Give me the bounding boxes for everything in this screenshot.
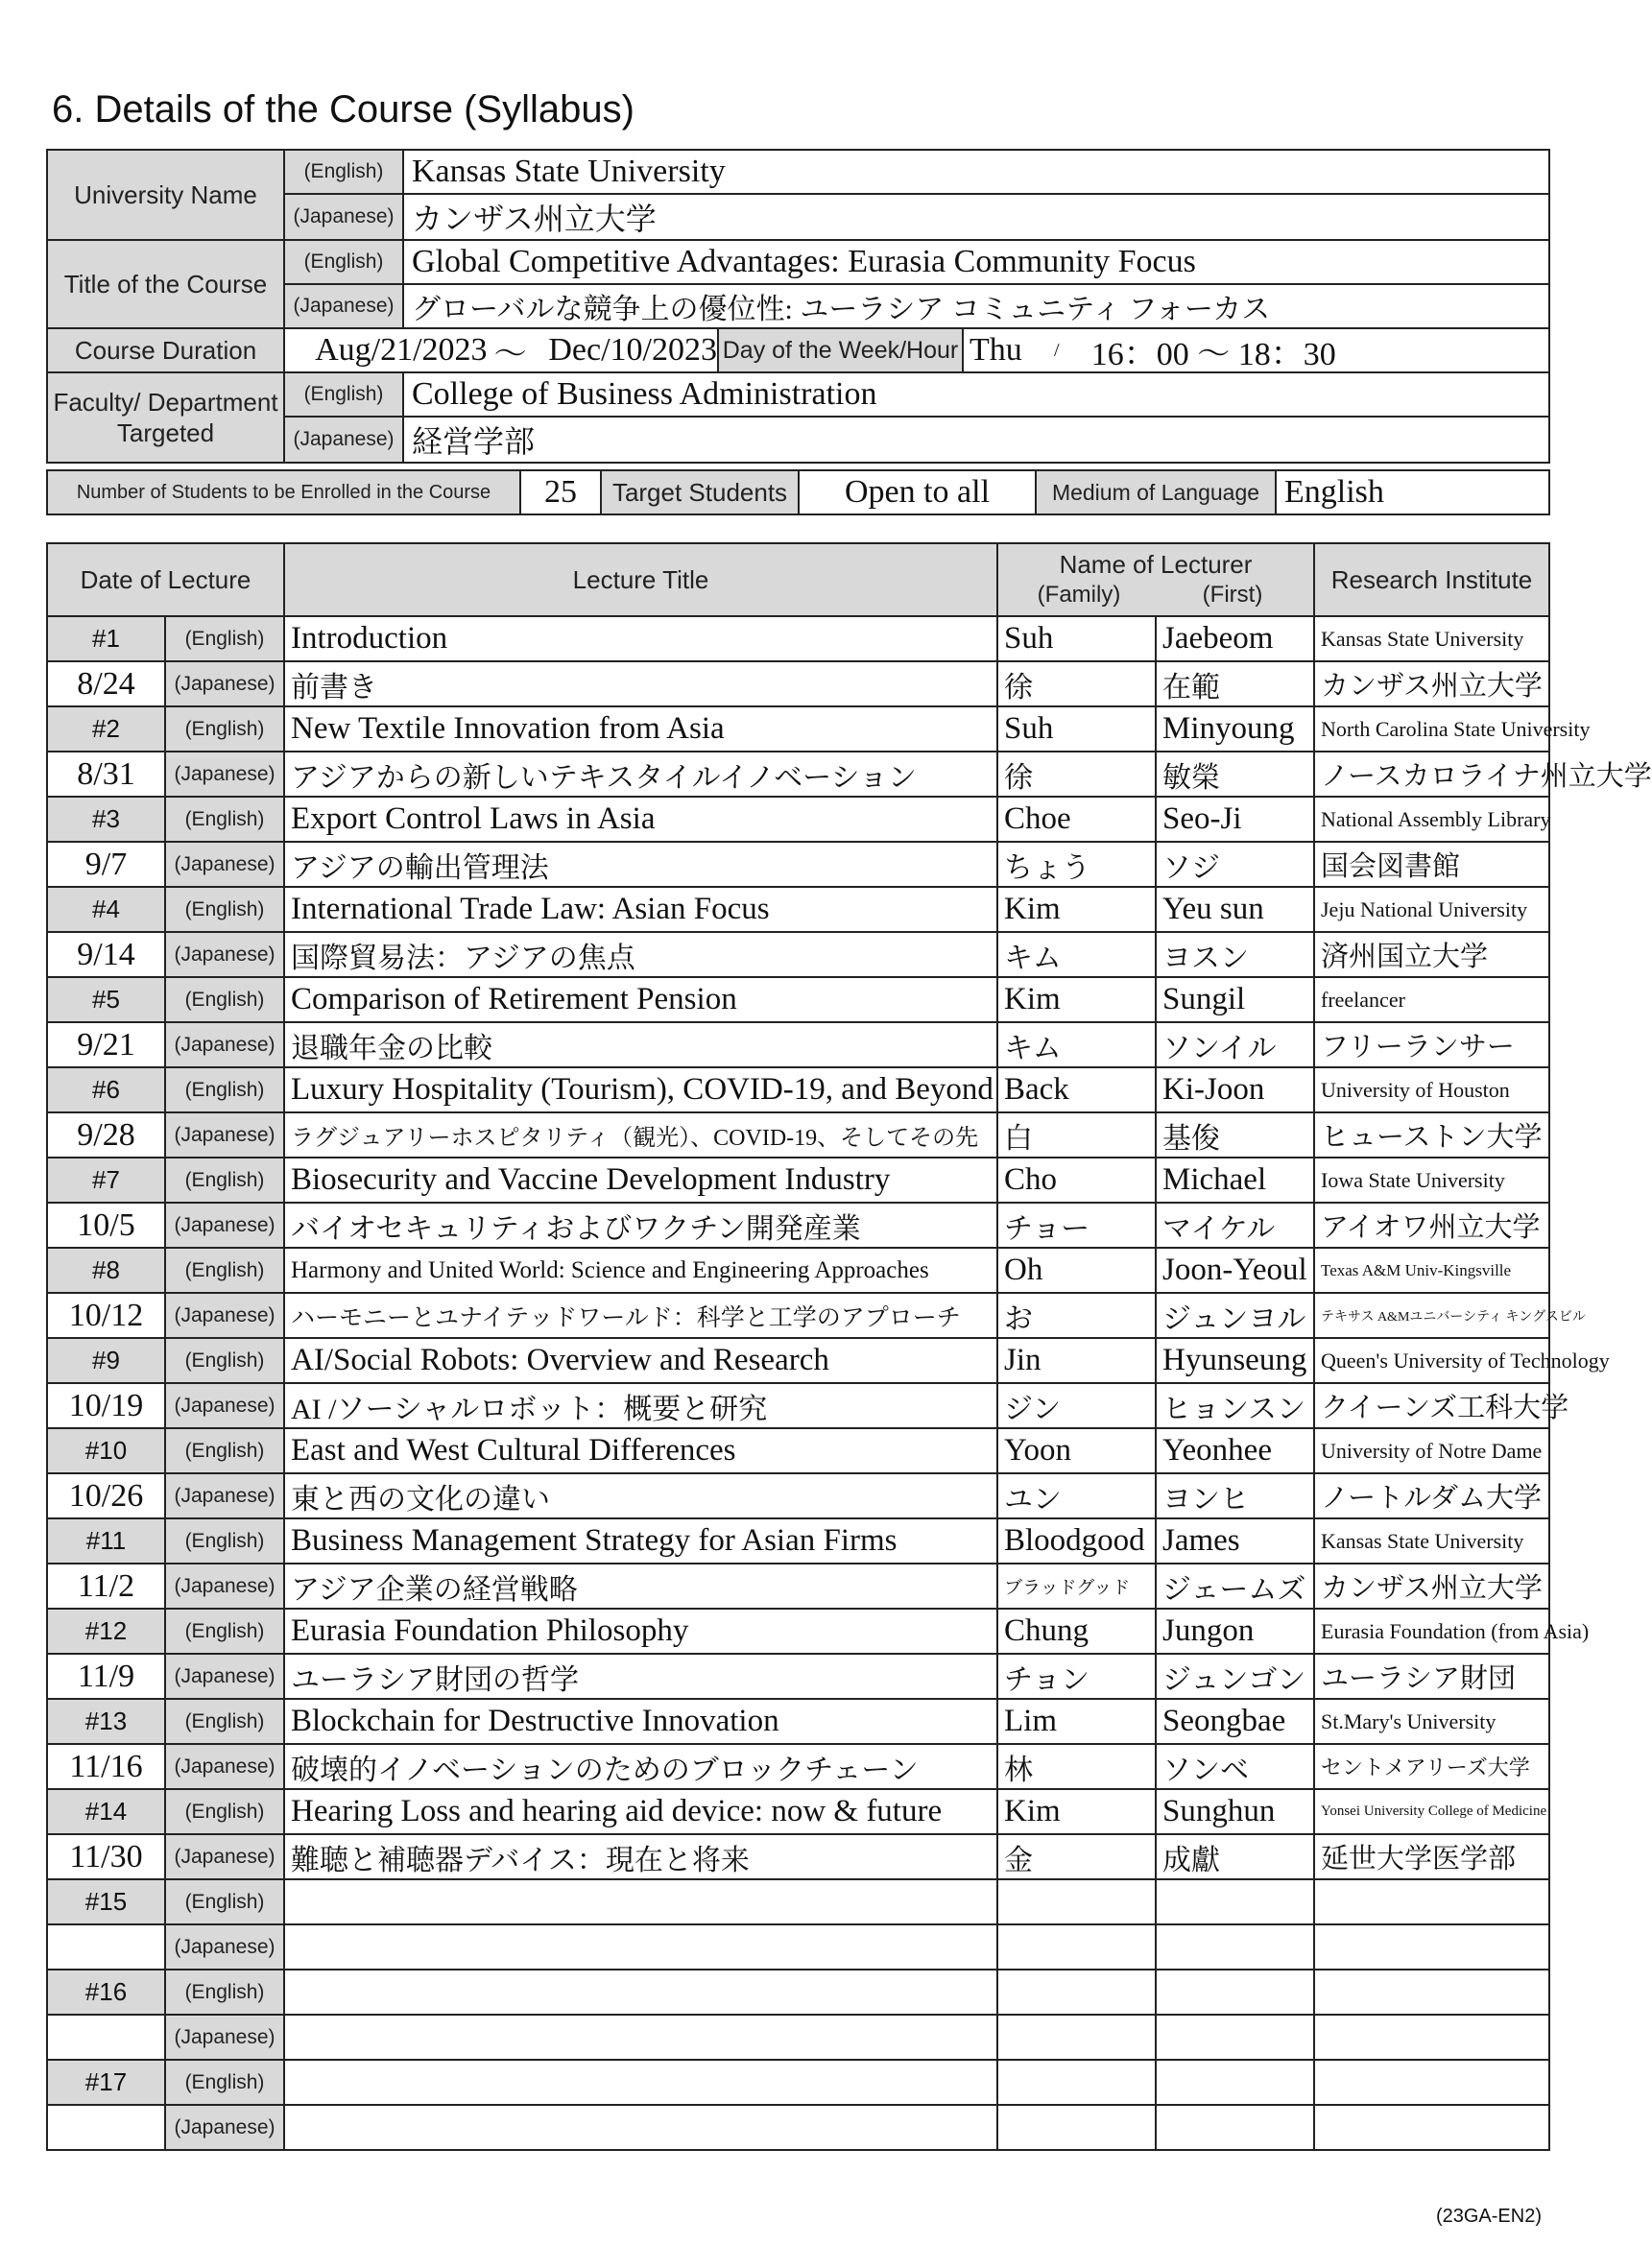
institute-jp: ヒューストン大学 <box>1314 1112 1549 1158</box>
lang-jp-label: (Japanese) <box>165 932 284 977</box>
lecturer-family-en: Yoon <box>997 1428 1156 1473</box>
day-slash: / <box>1054 339 1060 361</box>
lang-jp-label: (Japanese) <box>165 1744 284 1789</box>
course-info-table <box>46 149 1550 464</box>
lecture-row-en <box>47 1067 1549 1112</box>
lang-jp-label: (Japanese) <box>165 1112 284 1158</box>
lecture-title-jp: 破壊的イノベーションのためのブロックチェーン <box>284 1744 997 1789</box>
institute-jp: テキサス A&Mユニバーシティ キングスビル <box>1314 1293 1549 1338</box>
lecture-row-en <box>47 1789 1549 1834</box>
end-date: Dec/10/2023 <box>548 332 717 368</box>
lang-en-label: (English) <box>165 1609 284 1654</box>
lecture-row-en <box>47 616 1549 661</box>
institute-en: Eurasia Foundation (from Asia) <box>1314 1609 1549 1654</box>
lang-en-label: (English) <box>165 1158 284 1203</box>
lecturer-first-en: Yeonhee <box>1156 1428 1314 1473</box>
lecture-title-en: Biosecurity and Vaccine Development Industry <box>284 1158 997 1203</box>
lecturer-family-en: Cho <box>997 1158 1156 1203</box>
institute-jp <box>1314 2015 1549 2060</box>
lecture-title-jp: 国際貿易法：アジアの焦点 <box>284 932 997 977</box>
lecture-title-en: Export Control Laws in Asia <box>284 797 997 842</box>
lecture-row-jp <box>47 1112 1549 1158</box>
lang-jp-label: (Japanese) <box>165 1654 284 1699</box>
lecture-title-jp: ラグジュアリーホスピタリティ（観光）、COVID-19、そしてその先 <box>284 1112 997 1158</box>
lecturer-name-label: Name of Lecturer <box>1059 550 1253 579</box>
lecturer-family-jp: キム <box>997 932 1156 977</box>
day-hour-label: Day of the Week/Hour <box>718 328 963 372</box>
institute-en: National Assembly Library <box>1314 797 1549 842</box>
day-hour-value <box>963 328 1549 372</box>
lecturer-first-en: Joon-Yeoul <box>1156 1248 1314 1293</box>
lecturer-first-jp: 成獻 <box>1156 1834 1314 1879</box>
lecturer-first-en: Seo-Ji <box>1156 797 1314 842</box>
lecture-date: 11/2 <box>47 1564 165 1609</box>
lang-jp-label: (Japanese) <box>165 661 284 706</box>
lecture-title-jp <box>284 2015 997 2060</box>
lecturer-family-jp <box>997 1924 1156 1970</box>
lecturer-first-en: Yeu sun <box>1156 887 1314 932</box>
lecturer-family-en: Oh <box>997 1248 1156 1293</box>
language-value: English <box>1276 470 1549 514</box>
lang-jp-label: (Japanese) <box>284 194 403 240</box>
lecture-title-header: Lecture Title <box>284 543 997 616</box>
lecture-date: 11/16 <box>47 1744 165 1789</box>
start-date: Aug/21/2023 <box>315 332 488 368</box>
lang-en-label: (English) <box>165 1518 284 1564</box>
lecture-date: 9/28 <box>47 1112 165 1158</box>
lecturer-family-jp: お <box>997 1293 1156 1338</box>
research-institute-header: Research Institute <box>1314 543 1549 616</box>
lecture-date: 11/30 <box>47 1834 165 1879</box>
lecturer-first-jp: ヨンヒ <box>1156 1473 1314 1518</box>
institute-en: University of Notre Dame <box>1314 1428 1549 1473</box>
lecture-row-jp <box>47 661 1549 706</box>
lang-en-label: (English) <box>284 372 403 417</box>
lecture-title-jp: アジアの輸出管理法 <box>284 842 997 887</box>
lang-en-label: (English) <box>165 706 284 752</box>
lang-en-label: (English) <box>165 1067 284 1112</box>
lecture-date: 9/7 <box>47 842 165 887</box>
target-students-value: Open to all <box>799 470 1036 514</box>
institute-en <box>1314 1879 1549 1924</box>
lang-en-label: (English) <box>165 2060 284 2105</box>
lectures-table <box>46 542 1652 2151</box>
lecture-title-en: Introduction <box>284 616 997 661</box>
lecture-date: 11/9 <box>47 1654 165 1699</box>
lecturer-family-jp: 白 <box>997 1112 1156 1158</box>
enrollment-table <box>46 469 1550 515</box>
lecturer-family-en: Kim <box>997 887 1156 932</box>
university-name-jp: カンザス州立大学 <box>403 194 1549 240</box>
institute-en: Texas A&M Univ-Kingsville <box>1314 1248 1549 1293</box>
lecturer-first-jp: ジェームズ <box>1156 1564 1314 1609</box>
lecture-row-en <box>47 1428 1549 1473</box>
lang-jp-label: (Japanese) <box>165 752 284 797</box>
lecture-title-jp: 前書き <box>284 661 997 706</box>
institute-jp: カンザス州立大学 <box>1314 661 1549 706</box>
lecture-number: #5 <box>47 977 165 1022</box>
lecture-title-jp: 東と西の文化の違い <box>284 1473 997 1518</box>
institute-en: University of Houston <box>1314 1067 1549 1112</box>
lecture-number: #13 <box>47 1699 165 1744</box>
lecture-title-en: Comparison of Retirement Pension <box>284 977 997 1022</box>
target-students-label: Target Students <box>601 470 799 514</box>
lecture-title-jp: AI /ソーシャルロボット：概要と研究 <box>284 1383 997 1428</box>
institute-en: Jeju National University <box>1314 887 1549 932</box>
lecture-title-jp: アジア企業の経営戦略 <box>284 1564 997 1609</box>
lecture-number: #12 <box>47 1609 165 1654</box>
institute-en: St.Mary's University <box>1314 1699 1549 1744</box>
lang-jp-label: (Japanese) <box>165 1834 284 1879</box>
hours-value: 16：00 ～ 18：30 <box>1090 336 1336 372</box>
lecture-title-jp <box>284 2105 997 2150</box>
institute-jp: 延世大学医学部 <box>1314 1834 1549 1879</box>
lecturer-family-en: Suh <box>997 616 1156 661</box>
lecture-row-jp <box>47 1564 1549 1609</box>
lecture-title-en: Luxury Hospitality (Tourism), COVID-19, and Beyond <box>284 1067 997 1112</box>
date-of-lecture-header: Date of Lecture <box>47 543 284 616</box>
lecturer-family-en: Lim <box>997 1699 1156 1744</box>
lang-jp-label: (Japanese) <box>165 1203 284 1248</box>
lecture-title-en: AI/Social Robots: Overview and Research <box>284 1338 997 1383</box>
lecture-row-en <box>47 1158 1549 1203</box>
lecturer-family-en: Bloodgood <box>997 1518 1156 1564</box>
lecturer-family-jp: ユン <box>997 1473 1156 1518</box>
lecturer-first-jp: 基俊 <box>1156 1112 1314 1158</box>
lang-jp-label: (Japanese) <box>165 2015 284 2060</box>
lecturer-first-jp: ヒョンスン <box>1156 1383 1314 1428</box>
institute-en <box>1314 1970 1549 2015</box>
university-name-en: Kansas State University <box>403 150 1549 194</box>
lecture-row-en <box>47 977 1549 1022</box>
lang-jp-label: (Japanese) <box>165 2105 284 2150</box>
lang-jp-label: (Japanese) <box>165 1383 284 1428</box>
lecture-title-en: Harmony and United World: Science and Engineering Approaches <box>284 1248 997 1293</box>
lang-jp-label: (Japanese) <box>284 284 403 328</box>
lang-jp-label: (Japanese) <box>165 1924 284 1970</box>
lecture-title-jp: アジアからの新しいテキスタイルイノベーション <box>284 752 997 797</box>
lang-en-label: (English) <box>165 797 284 842</box>
lecture-row-en <box>47 706 1549 752</box>
lecturer-first-jp: ソジ <box>1156 842 1314 887</box>
lecture-date <box>47 2105 165 2150</box>
institute-jp: フリーランサー <box>1314 1022 1549 1067</box>
lecture-date: 10/5 <box>47 1203 165 1248</box>
num-students-label: Number of Students to be Enrolled in the Course <box>47 470 520 514</box>
institute-en <box>1314 2060 1549 2105</box>
lang-jp-label: (Japanese) <box>165 1564 284 1609</box>
lang-en-label: (English) <box>165 1338 284 1383</box>
lang-en-label: (English) <box>165 1699 284 1744</box>
lecturer-first-en: Hyunseung <box>1156 1338 1314 1383</box>
lecturer-family-jp: 林 <box>997 1744 1156 1789</box>
lecture-title-en: Business Management Strategy for Asian Firms <box>284 1518 997 1564</box>
lecturer-family-en: Chung <box>997 1609 1156 1654</box>
lang-en-label: (English) <box>165 977 284 1022</box>
institute-jp <box>1314 1924 1549 1970</box>
lecture-title-jp: バイオセキュリティおよびワクチン開発産業 <box>284 1203 997 1248</box>
lang-en-label: (English) <box>284 150 403 194</box>
lecturer-family-jp: ブラッドグッド <box>997 1564 1156 1609</box>
first-label: (First) <box>1202 582 1263 608</box>
lecturer-first-jp: ジュンゴン <box>1156 1654 1314 1699</box>
lecture-date: 8/24 <box>47 661 165 706</box>
lecture-date: 9/14 <box>47 932 165 977</box>
tilde: ～ <box>493 336 527 372</box>
lecture-date: 8/31 <box>47 752 165 797</box>
lecture-row-en <box>47 1879 1549 1924</box>
institute-jp <box>1314 2105 1549 2150</box>
lecturer-name-header <box>997 543 1314 616</box>
lang-en-label: (English) <box>165 1248 284 1293</box>
lecture-row-jp <box>47 1834 1549 1879</box>
lecture-row-en <box>47 1248 1549 1293</box>
lecturer-family-jp: 金 <box>997 1834 1156 1879</box>
lecture-date: 10/26 <box>47 1473 165 1518</box>
lecturer-first-jp: ヨスン <box>1156 932 1314 977</box>
lecture-number: #16 <box>47 1970 165 2015</box>
lecture-row-en <box>47 1338 1549 1383</box>
lang-jp-label: (Japanese) <box>165 1473 284 1518</box>
lecturer-family-jp: ちょう <box>997 842 1156 887</box>
lecture-number: #2 <box>47 706 165 752</box>
lecturer-first-en: Sunghun <box>1156 1789 1314 1834</box>
lecturer-first-en: Michael <box>1156 1158 1314 1203</box>
lecture-row-jp <box>47 2015 1549 2060</box>
lecture-row-jp <box>47 842 1549 887</box>
num-students-value: 25 <box>520 470 601 514</box>
lecturer-family-en <box>997 2060 1156 2105</box>
lecture-row-en <box>47 2060 1549 2105</box>
lecturer-family-en: Suh <box>997 706 1156 752</box>
lecture-number: #4 <box>47 887 165 932</box>
lang-jp-label: (Japanese) <box>284 417 403 463</box>
lecture-date: 10/19 <box>47 1383 165 1428</box>
lecture-number: #1 <box>47 616 165 661</box>
lecture-date <box>47 1924 165 1970</box>
lecturer-family-jp <box>997 2015 1156 2060</box>
lang-jp-label: (Japanese) <box>165 842 284 887</box>
lecture-number: #15 <box>47 1879 165 1924</box>
institute-jp: クイーンズ工科大学 <box>1314 1383 1549 1428</box>
lecture-title-en: International Trade Law: Asian Focus <box>284 887 997 932</box>
course-title-label: Title of the Course <box>47 240 284 328</box>
faculty-jp: 経営学部 <box>403 417 1549 463</box>
lecture-row-jp <box>47 1744 1549 1789</box>
institute-jp: ユーラシア財団 <box>1314 1654 1549 1699</box>
lecture-number: #17 <box>47 2060 165 2105</box>
lecture-title-jp: 難聴と補聴器デバイス：現在と将来 <box>284 1834 997 1879</box>
lecture-number: #11 <box>47 1518 165 1564</box>
lecturer-first-en <box>1156 2060 1314 2105</box>
lecturer-first-en <box>1156 1879 1314 1924</box>
institute-en: Iowa State University <box>1314 1158 1549 1203</box>
lang-en-label: (English) <box>165 616 284 661</box>
lecturer-family-jp: チョン <box>997 1654 1156 1699</box>
institute-en: North Carolina State University <box>1314 706 1549 752</box>
lecture-row-jp <box>47 1924 1549 1970</box>
lecture-row-jp <box>47 752 1549 797</box>
lecturer-family-en: Jin <box>997 1338 1156 1383</box>
lang-jp-label: (Japanese) <box>165 1022 284 1067</box>
faculty-en: College of Business Administration <box>403 372 1549 417</box>
lecturer-first-en: James <box>1156 1518 1314 1564</box>
lang-en-label: (English) <box>165 887 284 932</box>
lecture-row-jp <box>47 1293 1549 1338</box>
lecture-number: #8 <box>47 1248 165 1293</box>
lecture-row-en <box>47 1518 1549 1564</box>
lecturer-first-jp: 在範 <box>1156 661 1314 706</box>
lecturer-family-jp: チョー <box>997 1203 1156 1248</box>
lecture-title-en <box>284 1879 997 1924</box>
lecture-title-en: Blockchain for Destructive Innovation <box>284 1699 997 1744</box>
institute-jp: 済州国立大学 <box>1314 932 1549 977</box>
lecturer-first-jp: マイケル <box>1156 1203 1314 1248</box>
university-name-label: University Name <box>47 150 284 240</box>
lang-en-label: (English) <box>165 1428 284 1473</box>
lecturer-first-jp <box>1156 2105 1314 2150</box>
lecture-date: 10/12 <box>47 1293 165 1338</box>
lecturer-family-jp: 徐 <box>997 661 1156 706</box>
lecture-title-jp: 退職年金の比較 <box>284 1022 997 1067</box>
lecturer-family-jp: キム <box>997 1022 1156 1067</box>
institute-jp: アイオワ州立大学 <box>1314 1203 1549 1248</box>
institute-jp: カンザス州立大学 <box>1314 1564 1549 1609</box>
lecture-row-jp <box>47 2105 1549 2150</box>
lecture-date: 9/21 <box>47 1022 165 1067</box>
lecturer-first-jp <box>1156 1924 1314 1970</box>
section-title: 6. Details of the Course (Syllabus) <box>52 88 634 131</box>
lecture-row-jp <box>47 1654 1549 1699</box>
lecture-title-en: Hearing Loss and hearing aid device: now & future <box>284 1789 997 1834</box>
institute-jp: ノースカロライナ州立大学 <box>1314 752 1549 797</box>
day-value: Thu <box>970 332 1022 368</box>
lecture-row-jp <box>47 932 1549 977</box>
lecture-number: #6 <box>47 1067 165 1112</box>
lecturer-first-en: Jaebeom <box>1156 616 1314 661</box>
lecture-row-en <box>47 797 1549 842</box>
lecturer-first-jp <box>1156 2015 1314 2060</box>
lecture-number: #14 <box>47 1789 165 1834</box>
lecturer-first-jp: ジュンヨル <box>1156 1293 1314 1338</box>
institute-jp: 国会図書館 <box>1314 842 1549 887</box>
faculty-label: Faculty/ Department Targeted <box>47 372 284 463</box>
course-title-en: Global Competitive Advantages: Eurasia Community Focus <box>403 240 1549 284</box>
lecture-title-en <box>284 1970 997 2015</box>
lang-en-label: (English) <box>165 1970 284 2015</box>
lecture-number: #9 <box>47 1338 165 1383</box>
lecture-row-en <box>47 1970 1549 2015</box>
lecture-row-en <box>47 1699 1549 1744</box>
institute-en: Yonsei University College of Medicine <box>1314 1789 1549 1834</box>
lecture-number: #3 <box>47 797 165 842</box>
lecture-row-en <box>47 1609 1549 1654</box>
lecture-title-en: East and West Cultural Differences <box>284 1428 997 1473</box>
course-title-jp: グローバルな競争上の優位性: ユーラシア コミュニティ フォーカス <box>403 284 1549 328</box>
lecturer-first-en: Ki-Joon <box>1156 1067 1314 1112</box>
institute-en: Queen's University of Technology <box>1314 1338 1549 1383</box>
lecturer-first-en: Jungon <box>1156 1609 1314 1654</box>
lecture-title-en <box>284 2060 997 2105</box>
lecturer-first-jp: 敏榮 <box>1156 752 1314 797</box>
institute-en: Kansas State University <box>1314 616 1549 661</box>
language-label: Medium of Language <box>1036 470 1276 514</box>
lecturer-first-en <box>1156 1970 1314 2015</box>
lecturer-first-jp: ソンベ <box>1156 1744 1314 1789</box>
lecturer-first-en: Minyoung <box>1156 706 1314 752</box>
lecturer-family-en <box>997 1970 1156 2015</box>
lang-jp-label: (Japanese) <box>165 1293 284 1338</box>
lecture-title-en: Eurasia Foundation Philosophy <box>284 1609 997 1654</box>
lecturer-family-en <box>997 1879 1156 1924</box>
lecturer-family-en: Kim <box>997 977 1156 1022</box>
lecture-row-jp <box>47 1022 1549 1067</box>
lecture-date <box>47 2015 165 2060</box>
lecturer-family-en: Kim <box>997 1789 1156 1834</box>
lang-en-label: (English) <box>165 1879 284 1924</box>
lecture-row-jp <box>47 1203 1549 1248</box>
lecturer-family-jp <box>997 2105 1156 2150</box>
course-duration-value <box>284 328 718 372</box>
lecturer-family-en: Back <box>997 1067 1156 1112</box>
lecture-title-jp: ユーラシア財団の哲学 <box>284 1654 997 1699</box>
lecture-title-jp: ハーモニーとユナイテッドワールド：科学と工学のアプローチ <box>284 1293 997 1338</box>
form-code: (23GA-EN2) <box>1435 2206 1542 2227</box>
lecturer-first-en: Sungil <box>1156 977 1314 1022</box>
institute-jp: ノートルダム大学 <box>1314 1473 1549 1518</box>
lecturer-first-jp: ソンイル <box>1156 1022 1314 1067</box>
lecturer-family-jp: 徐 <box>997 752 1156 797</box>
lecturer-family-jp: ジン <box>997 1383 1156 1428</box>
lecture-row-en <box>47 887 1549 932</box>
institute-jp: セントメアリーズ大学 <box>1314 1744 1549 1789</box>
lecturer-family-en: Choe <box>997 797 1156 842</box>
lecture-number: #10 <box>47 1428 165 1473</box>
course-duration-label: Course Duration <box>47 328 284 372</box>
lecture-row-jp <box>47 1383 1549 1428</box>
lecture-number: #7 <box>47 1158 165 1203</box>
lang-en-label: (English) <box>284 240 403 284</box>
lecture-title-jp <box>284 1924 997 1970</box>
lecture-title-en: New Textile Innovation from Asia <box>284 706 997 752</box>
institute-en: freelancer <box>1314 977 1549 1022</box>
institute-en: Kansas State University <box>1314 1518 1549 1564</box>
lecture-row-jp <box>47 1473 1549 1518</box>
family-label: (Family) <box>1037 582 1121 608</box>
lecturer-first-en: Seongbae <box>1156 1699 1314 1744</box>
lang-en-label: (English) <box>165 1789 284 1834</box>
